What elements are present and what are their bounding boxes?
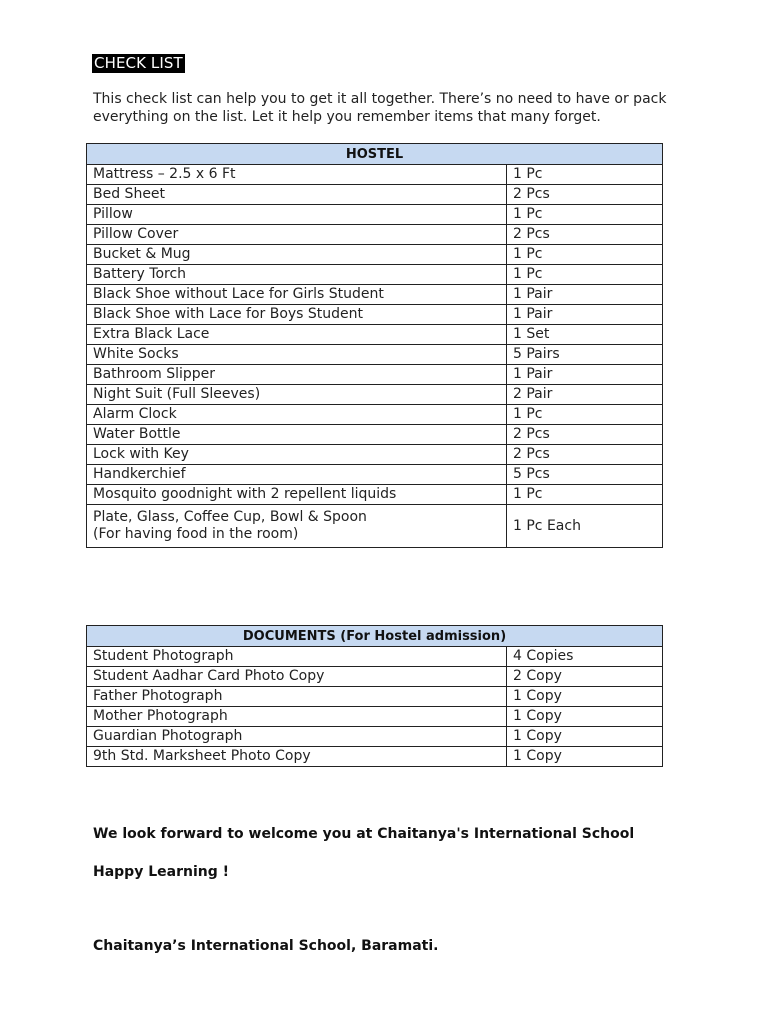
table-row: [87, 265, 663, 285]
item-quantity: 1 Pc: [507, 165, 663, 185]
item-quantity: 1 Pc: [507, 485, 663, 505]
table-row: [87, 185, 663, 205]
item-quantity: 5 Pairs: [507, 345, 663, 365]
item-name: [87, 505, 507, 548]
hostel-header-row: [87, 144, 663, 165]
table-row: [87, 365, 663, 385]
item-name: Bucket & Mug: [87, 245, 507, 265]
table-row: [87, 285, 663, 305]
item-name: Mattress – 2.5 x 6 Ft: [87, 165, 507, 185]
item-quantity: 1 Pair: [507, 365, 663, 385]
document-quantity: 1 Copy: [507, 707, 663, 727]
item-name: Extra Black Lace: [87, 325, 507, 345]
item-quantity: 2 Pcs: [507, 445, 663, 465]
table-row: [87, 707, 663, 727]
table-row: [87, 405, 663, 425]
table-row: [87, 325, 663, 345]
item-name: Black Shoe without Lace for Girls Student: [87, 285, 507, 305]
school-signoff: Chaitanya’s International School, Baramati.: [93, 938, 439, 954]
table-row: [87, 465, 663, 485]
table-row: [87, 345, 663, 365]
document-name: Guardian Photograph: [87, 727, 507, 747]
table-row: [87, 245, 663, 265]
item-name: Handkerchief: [87, 465, 507, 485]
hostel-header: HOSTEL: [87, 144, 663, 165]
item-quantity: 1 Pc: [507, 265, 663, 285]
item-name: Mosquito goodnight with 2 repellent liquids: [87, 485, 507, 505]
item-name: White Socks: [87, 345, 507, 365]
item-quantity: 1 Set: [507, 325, 663, 345]
item-name: Pillow Cover: [87, 225, 507, 245]
table-row: [87, 485, 663, 505]
welcome-message: We look forward to welcome you at Chaitanya's International School: [93, 826, 635, 842]
document-quantity: 4 Copies: [507, 647, 663, 667]
table-row: [87, 687, 663, 707]
item-name: Black Shoe with Lace for Boys Student: [87, 305, 507, 325]
documents-table: [86, 625, 663, 767]
item-name: Alarm Clock: [87, 405, 507, 425]
intro-paragraph: This check list can help you to get it all together. There’s no need to have or pack everything on the list. Let it help you remember items that many forget.: [93, 91, 667, 125]
table-row: [87, 647, 663, 667]
item-name: Battery Torch: [87, 265, 507, 285]
table-row: [87, 205, 663, 225]
item-quantity: 2 Pair: [507, 385, 663, 405]
item-name: Night Suit (Full Sleeves): [87, 385, 507, 405]
document-name: Student Aadhar Card Photo Copy: [87, 667, 507, 687]
item-name: Bathroom Slipper: [87, 365, 507, 385]
table-row: [87, 225, 663, 245]
table-row: [87, 385, 663, 405]
documents-header: DOCUMENTS (For Hostel admission): [87, 626, 663, 647]
document-quantity: 1 Copy: [507, 687, 663, 707]
documents-header-row: [87, 626, 663, 647]
happy-learning-text: Happy Learning !: [93, 864, 229, 880]
table-row: [87, 165, 663, 185]
item-note: (For having food in the room): [93, 526, 299, 542]
table-row: [87, 445, 663, 465]
item-quantity: 1 Pc: [507, 245, 663, 265]
table-row: [87, 425, 663, 445]
table-row: [87, 505, 663, 548]
item-name: Water Bottle: [87, 425, 507, 445]
item-quantity: 1 Pair: [507, 305, 663, 325]
table-row: [87, 305, 663, 325]
document-name: Student Photograph: [87, 647, 507, 667]
document-quantity: 1 Copy: [507, 727, 663, 747]
item-name: Bed Sheet: [87, 185, 507, 205]
item-quantity: 1 Pair: [507, 285, 663, 305]
table-row: [87, 727, 663, 747]
item-quantity: 1 Pc: [507, 205, 663, 225]
hostel-table: [86, 143, 663, 548]
table-row: [87, 747, 663, 767]
document-name: 9th Std. Marksheet Photo Copy: [87, 747, 507, 767]
item-quantity: 2 Pcs: [507, 425, 663, 445]
item-quantity: 2 Pcs: [507, 185, 663, 205]
table-row: [87, 667, 663, 687]
document-name: Mother Photograph: [87, 707, 507, 727]
item-quantity: 1 Pc: [507, 405, 663, 425]
item-quantity: 1 Pc Each: [507, 505, 663, 548]
item-quantity: 2 Pcs: [507, 225, 663, 245]
document-quantity: 2 Copy: [507, 667, 663, 687]
document-quantity: 1 Copy: [507, 747, 663, 767]
document-name: Father Photograph: [87, 687, 507, 707]
item-name-line: Plate, Glass, Coffee Cup, Bowl & Spoon: [93, 509, 367, 525]
item-name: Lock with Key: [87, 445, 507, 465]
document-title: CHECK LIST: [94, 54, 183, 72]
item-name: Pillow: [87, 205, 507, 225]
item-quantity: 5 Pcs: [507, 465, 663, 485]
